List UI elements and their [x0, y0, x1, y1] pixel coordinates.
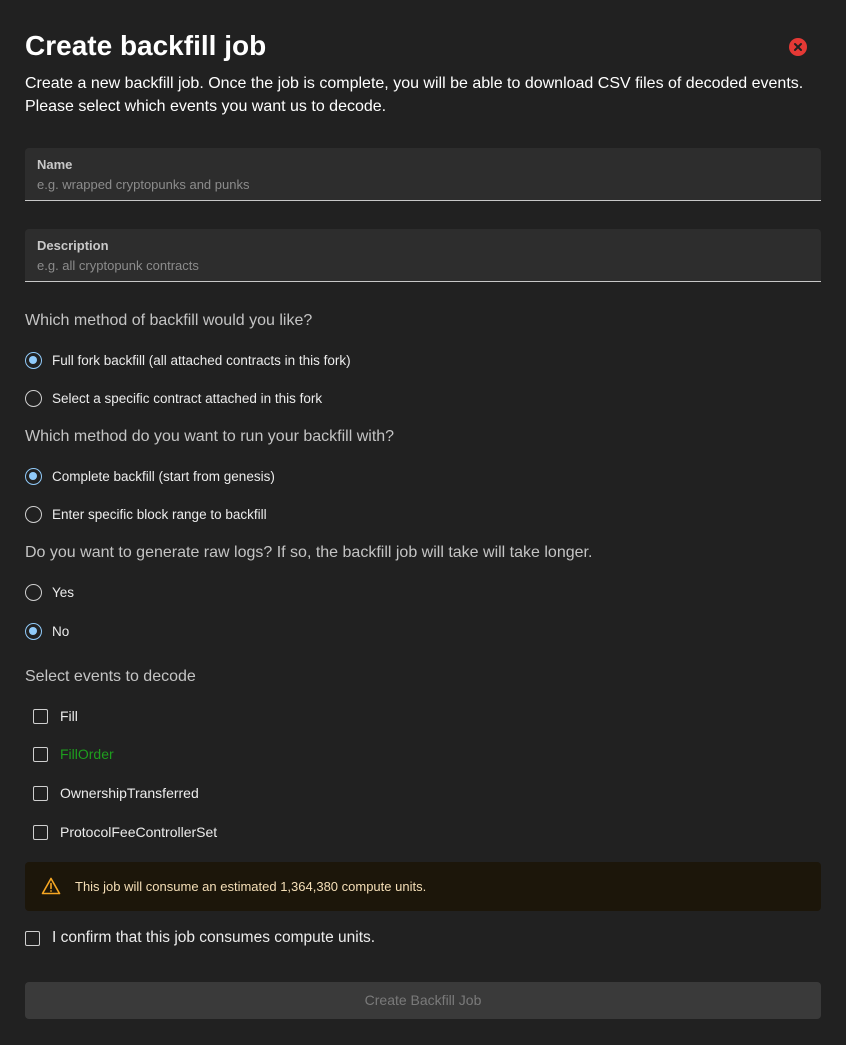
radio-label: Complete backfill (start from genesis) — [52, 468, 275, 484]
events-heading: Select events to decode — [25, 668, 196, 685]
radio-complete-backfill[interactable] — [25, 466, 275, 486]
radio-button-selected[interactable] — [25, 468, 42, 485]
checkbox[interactable] — [33, 825, 48, 840]
radio-specific-contract[interactable] — [25, 388, 322, 408]
checkbox-label: Fill — [60, 708, 78, 724]
create-backfill-job-button[interactable]: Create Backfill Job — [25, 982, 821, 1019]
radio-button-selected[interactable] — [25, 352, 42, 369]
checkbox-label: ProtocolFeeControllerSet — [60, 824, 218, 840]
backfill-method-question: Which method of backfill would you like? — [25, 312, 313, 329]
warning-icon — [41, 877, 61, 895]
event-checkbox-ownershiptransferred[interactable] — [33, 783, 199, 803]
radio-button-selected[interactable] — [25, 623, 42, 640]
confirm-compute-units-checkbox[interactable] — [25, 928, 375, 948]
compute-units-alert — [25, 862, 821, 911]
event-checkbox-fill[interactable] — [33, 706, 78, 726]
checkbox-label: FillOrder — [60, 746, 114, 762]
radio-block-range[interactable] — [25, 504, 267, 524]
radio-button[interactable] — [25, 390, 42, 407]
alert-text: This job will consume an estimated 1,364,380 compute units. — [75, 879, 427, 894]
checkbox[interactable] — [33, 709, 48, 724]
description-input[interactable] — [37, 256, 807, 274]
radio-full-fork-backfill[interactable] — [25, 350, 351, 370]
radio-button[interactable] — [25, 506, 42, 523]
dialog-intro: Create a new backfill job. Once the job is complete, you will be able to download CSV files of decoded events. Please select which events you want us to decode. — [25, 75, 804, 115]
name-field[interactable] — [25, 148, 821, 201]
close-icon — [793, 42, 803, 52]
radio-label: Yes — [52, 584, 75, 600]
name-field-label: Name — [37, 157, 73, 172]
radio-raw-logs-no[interactable] — [25, 621, 69, 641]
dialog-title: Create backfill job — [25, 30, 267, 61]
radio-label: Enter specific block range to backfill — [52, 506, 267, 522]
radio-button[interactable] — [25, 584, 42, 601]
radio-label: No — [52, 623, 70, 639]
checkbox[interactable] — [33, 786, 48, 801]
description-field[interactable] — [25, 229, 821, 282]
radio-raw-logs-yes[interactable] — [25, 582, 74, 602]
radio-label: Full fork backfill (all attached contracts in this fork) — [52, 352, 351, 368]
run-method-question: Which method do you want to run your backfill with? — [25, 428, 395, 445]
checkbox[interactable] — [33, 747, 48, 762]
description-field-label: Description — [37, 238, 109, 253]
radio-label: Select a specific contract attached in this fork — [52, 390, 323, 406]
confirm-label: I confirm that this job consumes compute units. — [52, 929, 376, 946]
checkbox[interactable] — [25, 931, 40, 946]
raw-logs-question: Do you want to generate raw logs? If so, the backfill job will take will take longer. — [25, 544, 593, 561]
checkbox-label: OwnershipTransferred — [60, 785, 199, 801]
close-button[interactable] — [789, 38, 807, 56]
name-input[interactable] — [37, 175, 807, 193]
event-checkbox-protocolfeecontrollerset[interactable] — [33, 822, 217, 842]
event-checkbox-fillorder[interactable] — [33, 744, 114, 764]
